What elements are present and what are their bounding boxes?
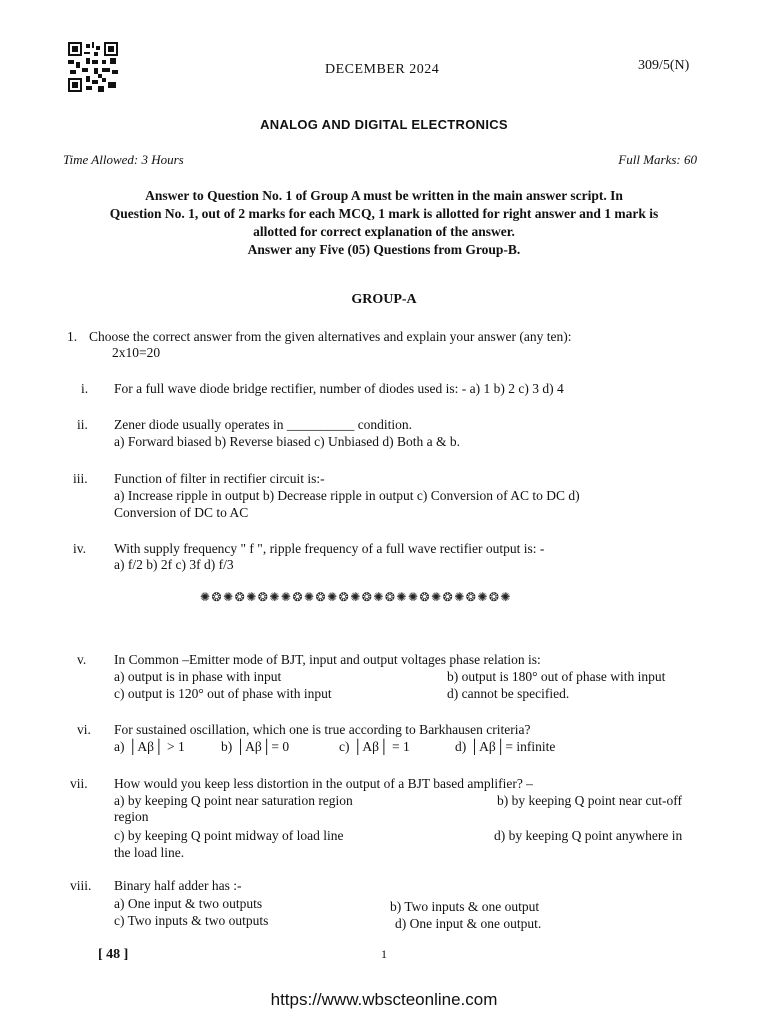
item-options: a) Forward biased b) Reverse biased c) Unbiased d) Both a & b.: [114, 434, 461, 449]
group-title: GROUP-A: [351, 292, 417, 307]
option-c: c) Two inputs & two outputs: [114, 913, 269, 928]
option-d: d) by keeping Q point anywhere in: [494, 828, 683, 843]
option-a: a) │Aβ│ > 1: [114, 739, 185, 754]
option-b: b) by keeping Q point near cut-off: [497, 793, 682, 808]
item-options: a) f/2 b) 2f c) 3f d) f/3: [114, 557, 234, 572]
item-text: How would you keep less distortion in the output of a BJT based amplifier? –: [114, 776, 533, 791]
instruction-line: Question No. 1, out of 2 marks for each MCQ, 1 mark is allotted for right answer and 1 mark is: [109, 206, 659, 221]
option-d: d) cannot be specified.: [447, 686, 570, 701]
option-d: d) │Aβ│= infinite: [455, 739, 556, 754]
question-text: Choose the correct answer from the given alternatives and explain your answer (any ten):: [89, 329, 572, 344]
option-c-cont: the load line.: [114, 845, 185, 860]
option-a-cont: region: [114, 809, 149, 824]
item-number: iv.: [73, 541, 86, 556]
question-marks: 2x10=20: [112, 345, 161, 360]
item-text: Zener diode usually operates in __________ condition.: [114, 417, 413, 432]
item-text: In Common –Emitter mode of BJT, input and output voltages phase relation is:: [114, 652, 541, 667]
website-url[interactable]: https://www.wbscteonline.com: [270, 990, 498, 1009]
separator-ornament: ✺❂✺❂✺❂✺✺❂✺❂✺❂✺❂✺❂✺✺❂✺❂✺❂✺❂✺: [200, 590, 512, 604]
paper-code: 309/5(N): [638, 58, 690, 73]
option-c: c) by keeping Q point midway of load line: [114, 828, 344, 843]
item-options: Conversion of DC to AC: [114, 505, 249, 520]
option-b: b) │Aβ│= 0: [221, 739, 290, 754]
instruction-line: Answer any Five (05) Questions from Group-B.: [247, 242, 521, 257]
subject-title: ANALOG AND DIGITAL ELECTRONICS: [260, 117, 508, 132]
option-c: c) │Aβ│ = 1: [339, 739, 410, 754]
item-text: For a full wave diode bridge rectifier, number of diodes used is: - a) 1 b) 2 c) 3 d) 4: [114, 381, 564, 396]
item-text: For sustained oscillation, which one is true according to Barkhausen criteria?: [114, 722, 531, 737]
qr-code: [68, 42, 118, 92]
item-number: v.: [77, 652, 87, 667]
full-marks: Full Marks: 60: [618, 152, 697, 167]
option-a: a) output is in phase with input: [114, 669, 282, 684]
item-text: With supply frequency " f ", ripple frequency of a full wave rectifier output is: -: [114, 541, 545, 556]
option-d: d) One input & one output.: [395, 916, 542, 931]
option-b: b) output is 180° out of phase with input: [447, 669, 666, 684]
item-number: vi.: [77, 722, 91, 737]
item-text: Function of filter in rectifier circuit is:-: [114, 471, 325, 486]
item-number: ii.: [77, 417, 88, 432]
instruction-line: allotted for correct explanation of the answer.: [253, 224, 515, 239]
item-number: vii.: [70, 776, 88, 791]
instruction-line: Answer to Question No. 1 of Group A must be written in the main answer script. In: [145, 188, 623, 203]
time-allowed: Time Allowed: 3 Hours: [63, 152, 184, 167]
item-number: iii.: [73, 471, 88, 486]
item-number: i.: [81, 381, 89, 396]
item-number: viii.: [70, 878, 92, 893]
exam-month: DECEMBER 2024: [325, 62, 440, 77]
page-number: 1: [381, 947, 387, 961]
option-b: b) Two inputs & one output: [390, 899, 540, 914]
item-text: Binary half adder has :-: [114, 878, 242, 893]
option-a: a) One input & two outputs: [114, 896, 263, 911]
question-number: 1.: [67, 329, 78, 344]
option-a: a) by keeping Q point near saturation region: [114, 793, 353, 808]
item-options: a) Increase ripple in output b) Decrease ripple in output c) Conversion of AC to DC d): [114, 488, 580, 503]
option-c: c) output is 120° out of phase with input: [114, 686, 332, 701]
footer-code: [ 48 ]: [98, 947, 129, 962]
